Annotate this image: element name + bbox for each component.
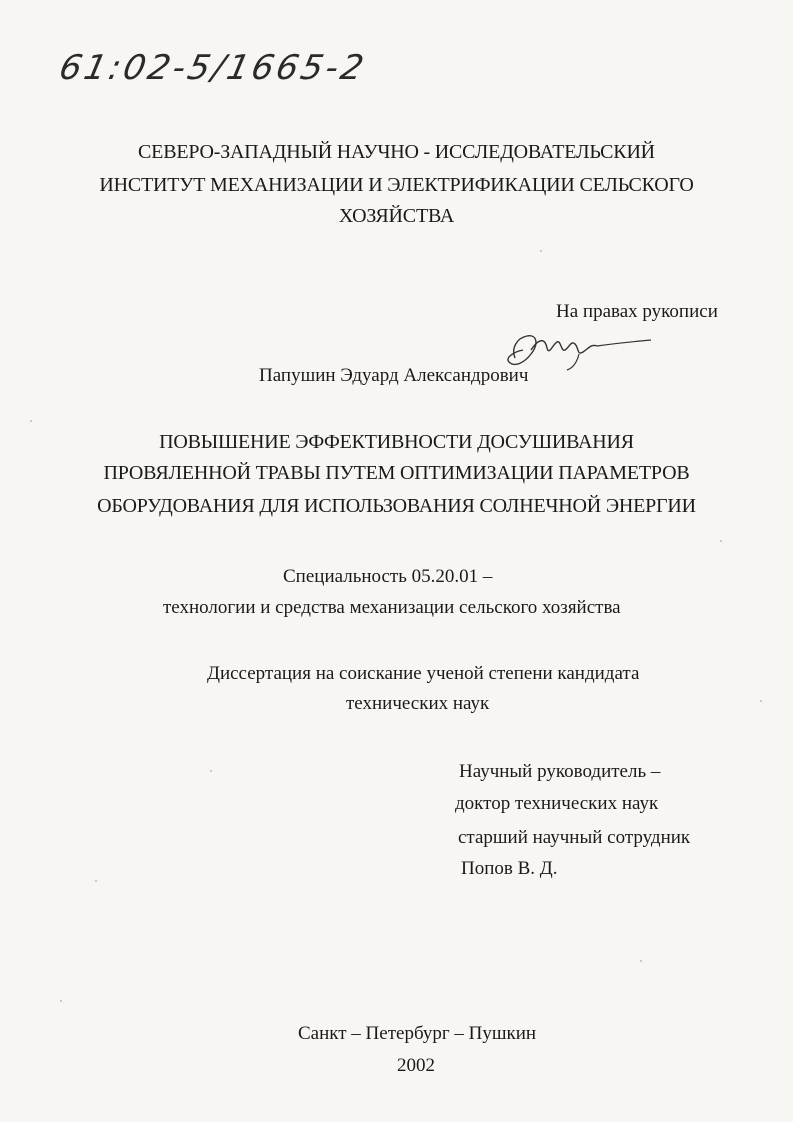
specialty-line-1: Специальность 05.20.01 – <box>283 566 493 587</box>
advisor-line-3: старший научный сотрудник <box>458 827 691 848</box>
scan-speck <box>760 700 762 702</box>
scan-speck <box>95 880 97 882</box>
dissertation-line-2: технических наук <box>346 693 490 714</box>
specialty-line-2: технологии и средства механизации сельского хозяйства <box>163 597 621 618</box>
advisor-line-2: доктор технических наук <box>455 793 659 814</box>
scan-speck <box>540 250 542 252</box>
city: Санкт – Петербург – Пушкин <box>298 1023 537 1044</box>
institution-line-2: ИНСТИТУТ МЕХАНИЗАЦИИ И ЭЛЕКТРИФИКАЦИИ СЕЛЬСКОГО <box>99 174 694 196</box>
scan-speck <box>640 960 642 962</box>
archive-number-handwritten: 61:02-5/1665-2 <box>55 48 371 88</box>
scan-speck <box>60 1000 62 1002</box>
title-line-2: ПРОВЯЛЕННОЙ ТРАВЫ ПУТЕМ ОПТИМИЗАЦИИ ПАРАМЕТРОВ <box>103 462 690 484</box>
year: 2002 <box>397 1055 435 1076</box>
advisor-line-1: Научный руководитель – <box>459 761 661 782</box>
institution-line-1: СЕВЕРО-ЗАПАДНЫЙ НАУЧНО - ИССЛЕДОВАТЕЛЬСКИЙ <box>138 141 655 163</box>
scan-speck <box>720 540 722 542</box>
scan-speck <box>30 420 32 422</box>
rights-note: На правах рукописи <box>556 301 718 322</box>
institution-line-3: ХОЗЯЙСТВА <box>338 205 455 227</box>
author-name: Папушин Эдуард Александрович <box>259 365 529 386</box>
title-line-3: ОБОРУДОВАНИЯ ДЛЯ ИСПОЛЬЗОВАНИЯ СОЛНЕЧНОЙ ЭНЕРГИИ <box>97 495 696 517</box>
title-line-1: ПОВЫШЕНИЕ ЭФФЕКТИВНОСТИ ДОСУШИВАНИЯ <box>159 431 634 453</box>
scan-speck <box>210 770 212 772</box>
dissertation-line-1: Диссертация на соискание ученой степени кандидата <box>207 663 640 684</box>
advisor-line-4: Попов В. Д. <box>461 858 558 879</box>
